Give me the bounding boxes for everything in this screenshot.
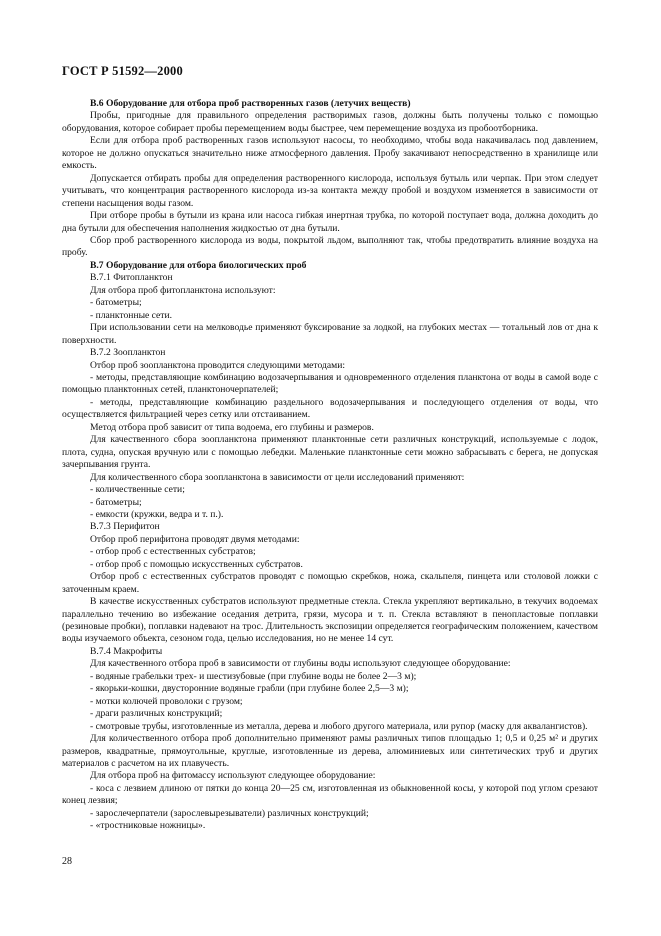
paragraph: При использовании сети на мелководье применяют буксирование за лодкой, на глубоких местах — тотальный лов от дна к поверхности. <box>62 322 598 346</box>
paragraph: Для количественного отбора проб дополнительно применяют рамы различных типов площадью 1; 0,5 и 0,25 м² и других размеров, квадратные, прямоугольные, круглые, изготовленные из дерева, алюминиевых или синтетических труб и других материалов с расчетом на их плавучесть. <box>62 733 598 770</box>
document-header: ГОСТ Р 51592—2000 <box>62 64 183 78</box>
list-item: - методы, представляющие комбинацию водозачерпывания и одновременного отделения планктона от воды в самой воде с помощью планктонных сетей, планктоночерпателей; <box>62 371 598 396</box>
list-item: - отбор проб с помощью искусственных субстратов. <box>90 558 303 570</box>
section-heading: В.6 Оборудование для отбора проб растворенных газов (летучих веществ) <box>90 98 411 109</box>
paragraph: В.7.3 Перифитон <box>90 521 160 533</box>
document-body <box>62 98 598 833</box>
list-item: - водяные грабельки трех- и шестизубовые (при глубине воды не более 2—3 м); <box>90 670 417 682</box>
paragraph: Для отбора проб фитопланктона используют: <box>90 284 276 296</box>
paragraph: Отбор проб зоопланктона проводится следующими методами: <box>90 359 346 371</box>
paragraph: Для отбора проб на фитомассу используют следующее оборудование: <box>90 770 376 782</box>
list-item: - батометры; <box>90 496 142 508</box>
list-item: - количественные сети; <box>90 484 185 496</box>
list-item: - зарослечерпатели (зарослевырезыватели) различных конструкций; <box>90 807 369 819</box>
list-item: - методы, представляющие комбинацию раздельного водозачерпывания и последующего отделения от воды, что осуществляется фильтрацией через сетку или отстаиванием. <box>62 396 598 421</box>
paragraph: Для качественного отбора проб в зависимости от глубины воды используют следующее оборудование: <box>90 658 511 670</box>
paragraph: Отбор проб с естественных субстратов проводят с помощью скребков, ножа, скальпеля, пинцета или столовой ложки с заточенным краем. <box>62 571 598 595</box>
list-item: - планктонные сети. <box>90 309 173 321</box>
paragraph: Метод отбора проб зависит от типа водоема, его глубины и размеров. <box>90 421 374 433</box>
paragraph: В.7.1 Фитопланктон <box>90 272 173 284</box>
paragraph: В.7.4 Макрофиты <box>90 645 163 657</box>
paragraph: Пробы, пригодные для правильного определения растворимых газов, должны быть получены только с помощью оборудования, которое собирает пробы перемещением воды быстрее, чем перемещение воздуха из пробоотборника. <box>62 110 598 134</box>
list-item: - коса с лезвием длиною от пятки до конца 20—25 см, изготовленная из обыкновенной косы, у которой под углом срезают конец лезвия; <box>62 782 598 807</box>
paragraph: При отборе пробы в бутыли из крана или насоса гибкая инертная трубка, по которой поступает вода, должна доходить до дна бутыли для обеспечения наполнения жидкостью от дна бутыли. <box>62 210 598 234</box>
paragraph: Допускается отбирать пробы для определения растворенного кислорода, используя бутыль или черпак. При этом следует учитывать, что концентрация растворенного кислорода из-за контакта между пробой и воздухом изменяется в зависимости от степени насыщения воды газом. <box>62 172 598 209</box>
list-item: - якорьки-кошки, двусторонние водяные грабли (при глубине более 2,5—3 м); <box>90 683 409 695</box>
paragraph: Для количественного сбора зоопланктона в зависимости от цели исследований применяют: <box>90 471 465 483</box>
paragraph: В качестве искусственных субстратов используют предметные стекла. Стекла укрепляют вертикально, в текучих водоемах параллельно течению во избежание оседания детрита, грязи, мусора и т. п. Стекла вставляют в пенопластовые поплавки (резиновые пробки), поплавки надевают на трос. Длительность экспозиции определяется географическим положением, качеством воды изучаемого объекта, сезоном года, целью исследования, но не менее 14 сут. <box>62 596 598 645</box>
list-item: - драги различных конструкций; <box>90 708 223 720</box>
paragraph: Если для отбора проб растворенных газов используют насосы, то необходимо, чтобы вода накачивалась под давлением, которое не должно опускаться значительно ниже атмосферного давления. Пробу закачивают непосредственно в хранилище или емкость. <box>62 135 598 172</box>
paragraph: В.7.2 Зоопланктон <box>90 347 166 359</box>
list-item: - «тростниковые ножницы». <box>90 820 206 832</box>
list-item: - мотки колючей проволоки с грузом; <box>90 695 243 707</box>
list-item: - смотровые трубы, изготовленные из металла, дерева и любого другого материала, или рупор (маску для аквалангистов). <box>90 720 588 732</box>
page-number: 28 <box>62 856 72 867</box>
paragraph: Сбор проб растворенного кислорода из воды, покрытой льдом, выполняют так, чтобы предотвратить влияние воздуха на пробу. <box>62 234 598 259</box>
paragraph: Отбор проб перифитона проводят двумя методами: <box>90 533 300 545</box>
list-item: - емкости (кружки, ведра и т. п.). <box>90 508 224 520</box>
section-heading: В.7 Оборудование для отбора биологических проб <box>90 259 307 271</box>
list-item: - батометры; <box>90 297 142 309</box>
paragraph: Для качественного сбора зоопланктона применяют планктонные сети различных конструкций, используемые с лодок, плота, судна, опуская вручную или с помощью лебедки. Маленькие планктонные сети можно забрасывать с берега, не допуская зачерпывания грунта. <box>62 434 598 471</box>
list-item: - отбор проб с естественных субстратов; <box>90 546 256 558</box>
